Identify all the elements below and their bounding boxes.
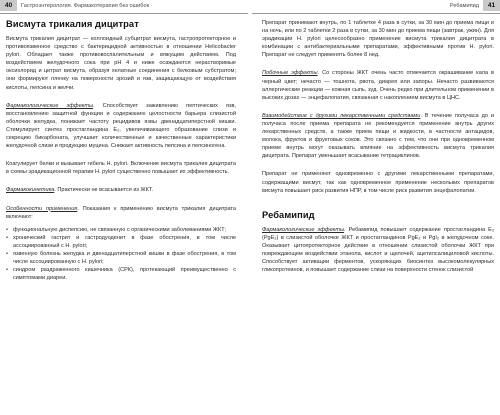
left-page-header	[0, 0, 248, 11]
pharmacokinetics-paragraph	[6, 186, 236, 194]
list-item: • синдром раздраженного кишечника (СРК), протекающий преимущественно с симптомами диареи.	[6, 266, 236, 282]
pharmacological-effects-label: Фармакологические эффекты	[6, 102, 94, 109]
side-effects-text: . Со стороны ЖКТ очень часто отмечается окрашивание кала в черный цвет; нечасто — тошнота, рвота, диарея или запоры. Нечасто развиваются аллергические реакции — кожная сыпь, зуд. Очень редко при длительном применении в высоких дозах — энцефалопатия, связанная с накоплением висмута в ЦНС.	[262, 70, 495, 101]
pharmacokinetics-text: . Практически не всасывается из ЖКТ.	[54, 187, 154, 194]
rebamipide-effects-text: . Ребамипид повышает содержание простагландина E₂ (PgE₂) в слизистой оболочке ЖКТ и простагландинов PgE₂ и PgI₂ в желудочном соке. Оказывает цитопротекторное действие в отношении слизистой оболочки ЖКТ при повреждающем воздействии этанола, кислот и щелочей, ацетилсалициловой кислоты. Способствует активации ферментов, ускоряющих биосинтез высокомолекулярных гликопротеинов, и повышает содержание слизи на поверхности стенок слизистой	[262, 226, 494, 274]
usage-features-label: Особенности применения	[6, 205, 78, 212]
dosage-paragraph: Препарат принимают внутрь, по 1 таблетке 4 раза в сутки, за 30 мин до приема пищи и на ночь, или по 2 таблетки 2 раза в сутки, за 30 мин до приема пищи (завтрак, ужин). Для эрадикации H. pylori целесообразно применение висмута трикалия дицитрата в комбинации с антибактериальными препаратами, эффективными против H. pylori. Препарат не следует применять более 8 нед.	[262, 20, 494, 59]
left-running-title: Гастроэнтерология. Фармакотерапия без ошибок	[21, 2, 150, 9]
section-heading-bismuth: Висмута трикалия дицитрат	[6, 19, 139, 29]
side-effects-label: Побочные эффекты	[262, 70, 318, 77]
drug-interactions-paragraph	[262, 112, 494, 161]
usage-features-text: . Показания к применению висмута трикалия дицитрата включают:	[6, 205, 236, 220]
list-item: • хронический гастрит и гастродуоденит в фазе обострения, в том числе ассоциированный с H. pylori;	[6, 234, 236, 250]
rebamipide-effects-paragraph	[262, 226, 494, 275]
bismuth-intro-paragraph: Висмута трикалия дицитрат — коллоидный субцитрат висмута, гастропротекторное и противоязвенное средство с бактерицидной активностью в отношении Helicobacter pylori. Обладает также противовоспалительным и вяжущим действием. Под воздействием желудочного сока при рН 4 и ниже осаждаются нерастворимые оксихлорид и цитрат висмута, образуя хелатные соединения с белковым субстратом; они формируют пленку на поверхности эрозий и язв, защищающую от воздействия кислоты, пепсина и желчи.	[6, 36, 236, 91]
rebamipide-effects-label: Фармакологические эффекты	[262, 226, 345, 233]
drug-interactions-label: Взаимодействие с другими лекарственными средствами	[262, 112, 421, 119]
section-heading-rebamipide: Ребамипид	[262, 209, 315, 220]
left-header-rule	[0, 13, 248, 14]
right-header-rule	[252, 13, 500, 14]
right-page-column	[262, 19, 494, 279]
pharmacokinetics-label: Фармакокинетика	[6, 187, 55, 194]
side-effects-paragraph	[262, 69, 494, 101]
usage-features-paragraph	[6, 205, 236, 221]
list-item: • язвенную болезнь желудка и двенадцатиперстной кишки в фазе обострения, в том числе ассоциированную с H. pylori;	[6, 250, 236, 266]
coagulation-paragraph: Коагулирует белки и вызывает гибель H. pylori. Включение висмута трикалия дицитрата в схемы эрадикационной терапии H. pylori существенно повышает их эффективность.	[6, 161, 236, 176]
right-running-title: Ребамипид	[449, 2, 479, 9]
drug-interactions-text: . В течение получаса до и получаса после приема препарата не рекомендуется применение внутрь других лекарственных средств, а также прием пищи и жидкости, в частности антацидов, молока, фруктов и фруктовых соков. Это связано с тем, что они при одновременном приеме внутрь могут оказывать влияние на эффективность висмута трикалия дицитрата. Препарат уменьшает всасывание тетрациклинов.	[262, 112, 494, 160]
pharmacological-effects-paragraph	[6, 102, 236, 151]
list-item: • функциональную диспепсию, не связанную с органическими заболеваниями ЖКТ;	[6, 226, 236, 234]
bismuth-combination-paragraph: Препарат не применяют одновременно с другими лекарственными препаратами, содержащими висмут, так как одновременное применение нескольких препаратов висмута повышает риск развития НПР, в том числе риск развития энцефалопатии.	[262, 171, 494, 194]
left-page-column	[6, 19, 236, 286]
left-page-number: 40	[0, 0, 17, 11]
right-page-header	[252, 0, 500, 11]
indications-list	[6, 226, 236, 283]
pharmacological-effects-text: . Способствует заживлению пептических язв, восстановлению защитной функции и содержанию целостности барьера слизистой оболочки желудка, понижает частоту рецидивов язвы двенадцатиперстной кишки. Стимулирует синтез простагландина E₂, увеличивающего образование слизи и секрецию бикарбоната, улучшает количественные и качественные характеристики желудочной слизи и продукцию муцина. Снижает активность пепсина и пепсиногена.	[6, 102, 237, 150]
right-page-number: 41	[483, 0, 500, 11]
